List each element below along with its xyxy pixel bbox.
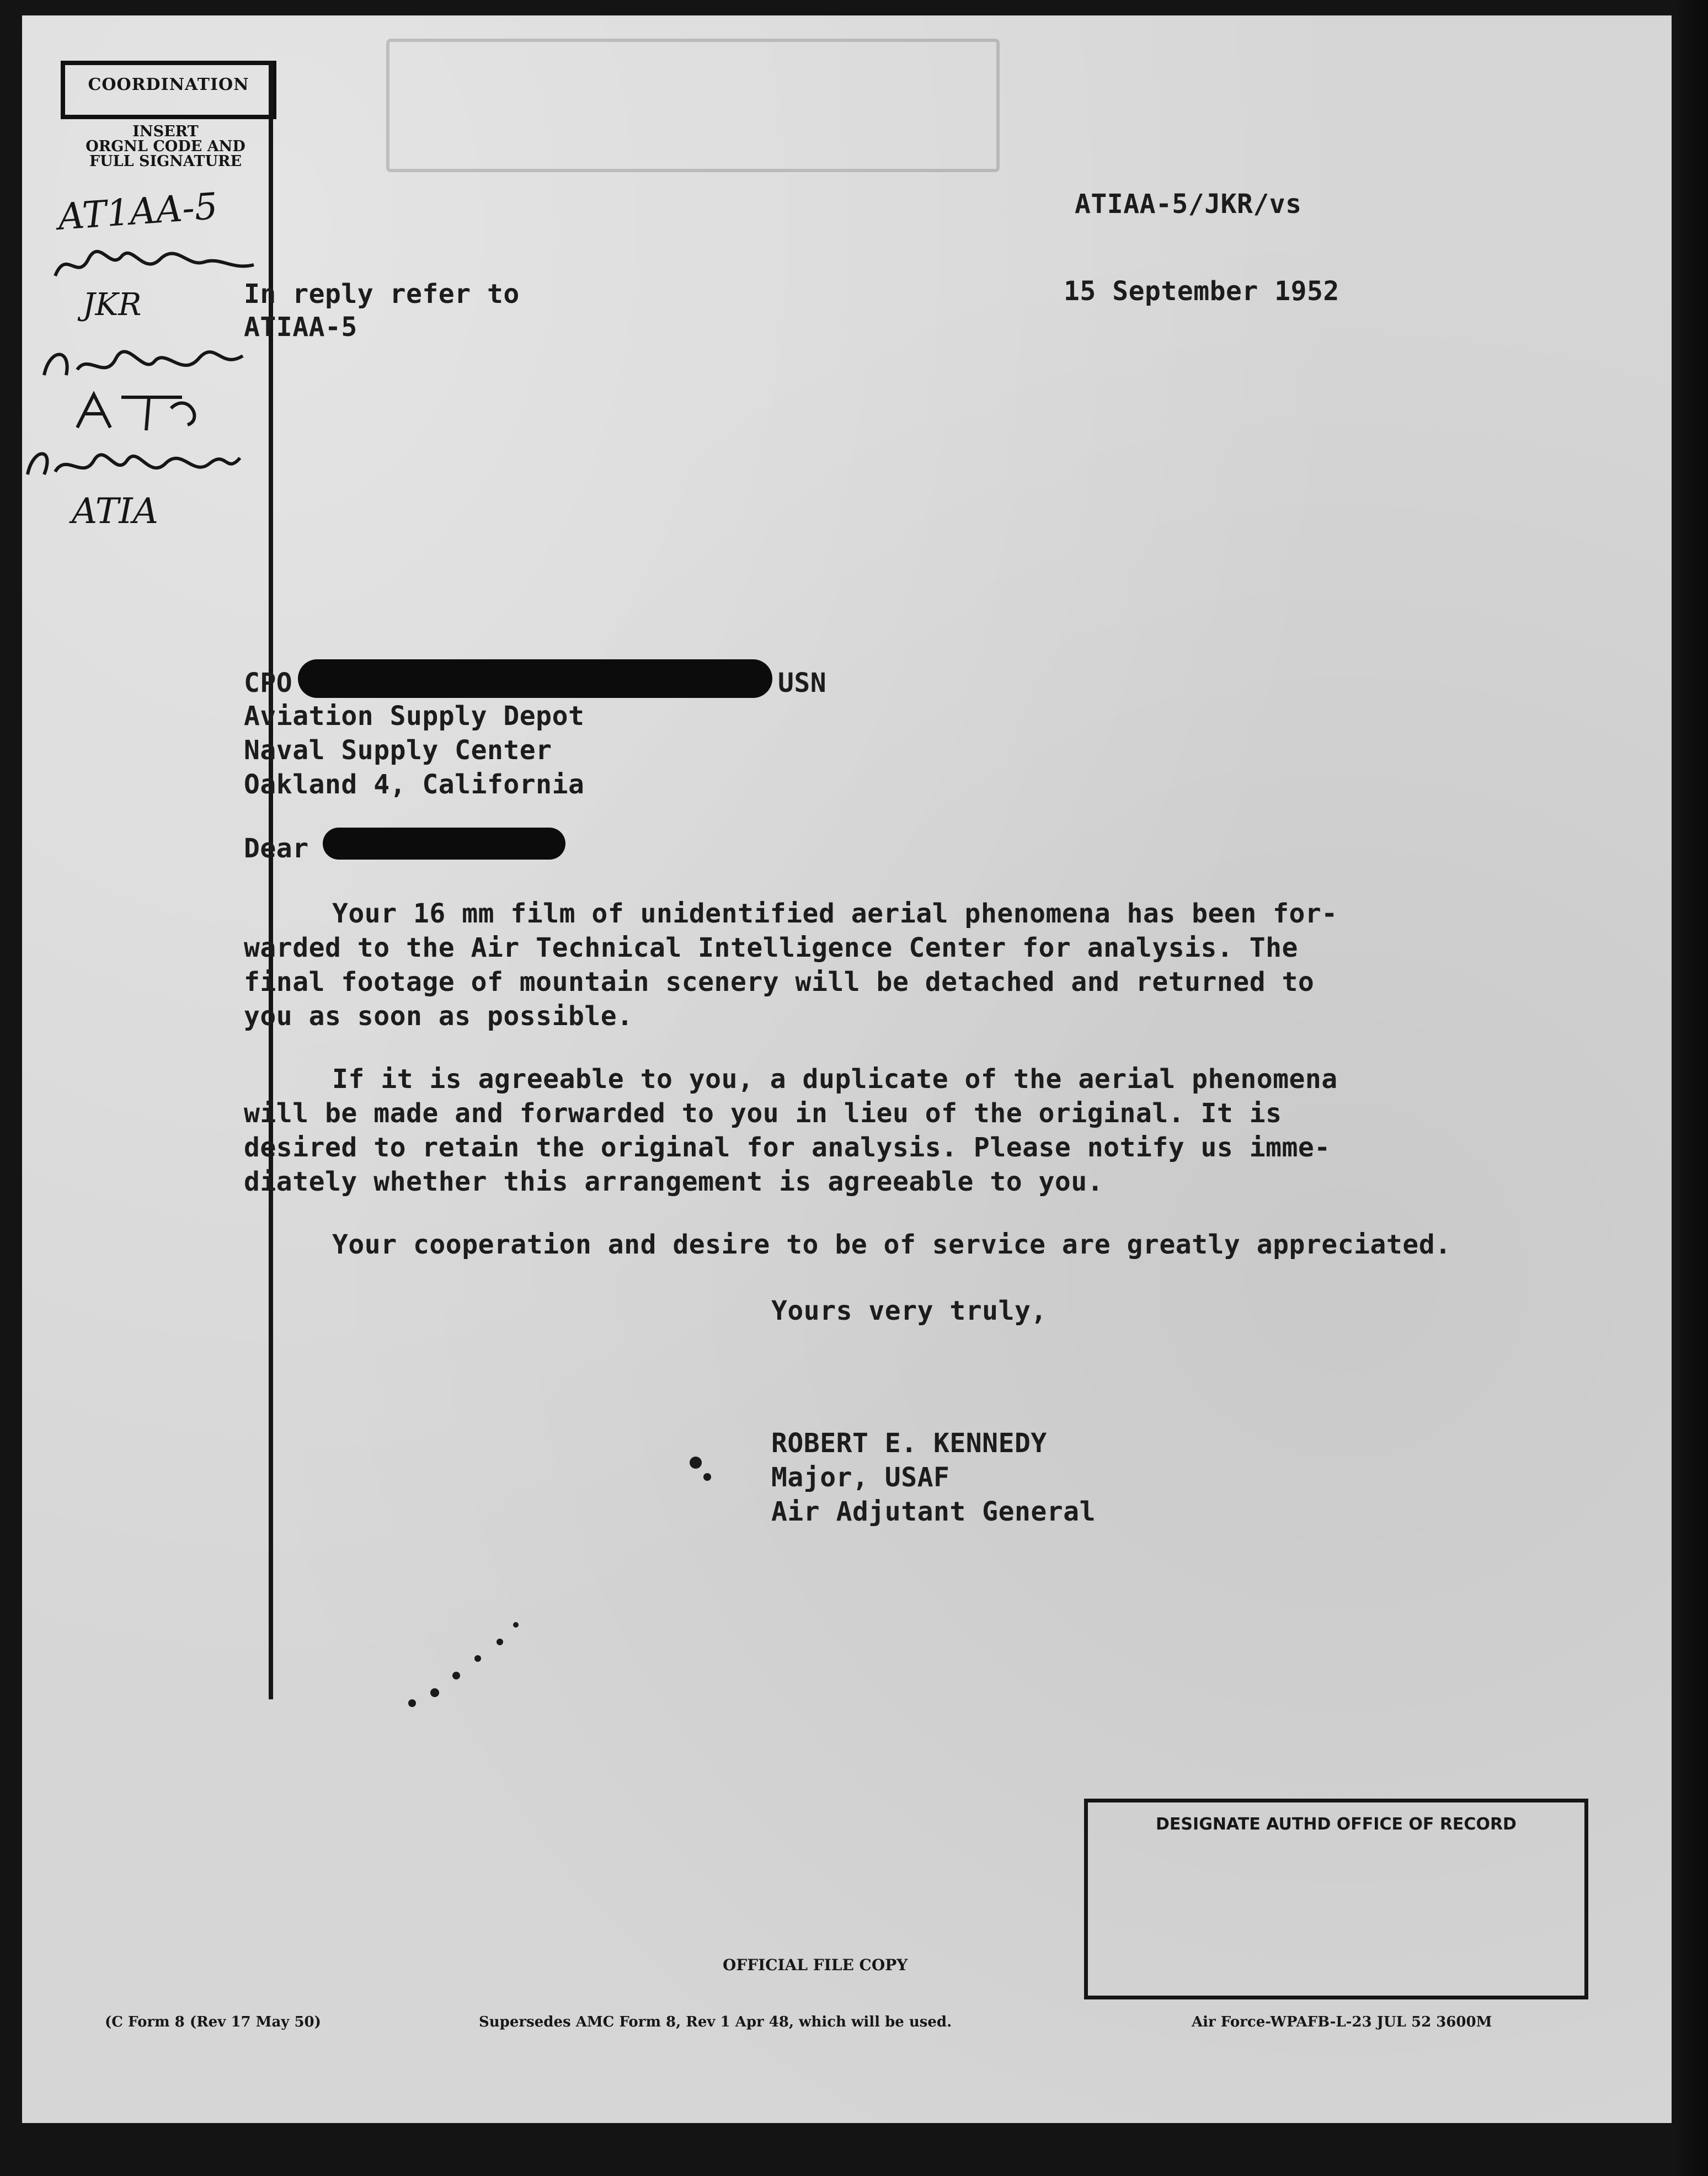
signer-name: ROBERT E. KENNEDY — [771, 1428, 1047, 1459]
handwritten-signature-2 — [39, 337, 248, 392]
coordination-instruction-line: ORGNL CODE AND — [86, 138, 245, 155]
ink-speck — [703, 1473, 711, 1481]
paragraph-2-line: diately whether this arrangement is agreeable to you. — [244, 1166, 1104, 1197]
paragraph-2-line: desired to retain the original for analysis. Please notify us imme- — [244, 1132, 1331, 1163]
coordination-box — [61, 61, 276, 119]
paragraph-3: Your cooperation and desire to be of service are greatly appreciated. — [332, 1229, 1451, 1260]
page-edge-shadow — [1675, 0, 1708, 2176]
handwritten-office-code: AT1AA-5 — [56, 184, 220, 239]
print-code: Air Force-WPAFB-L-23 JUL 52 3600M — [1192, 2014, 1492, 2030]
faded-stamp-area — [386, 39, 1000, 172]
paragraph-2-line: will be made and forwarded to you in lieu of the original. It is — [244, 1098, 1282, 1129]
ink-speck — [513, 1622, 519, 1628]
form-number: (C Form 8 (Rev 17 May 50) — [105, 2014, 321, 2030]
address-line-3: Naval Supply Center — [244, 735, 552, 766]
reply-reference-code: ATIAA-5 — [244, 312, 357, 343]
paragraph-2-line: If it is agreeable to you, a duplicate of the aerial phenomena — [332, 1064, 1338, 1095]
redaction-bar — [298, 659, 772, 698]
letter-date: 15 September 1952 — [1064, 276, 1339, 307]
handwritten-signature-1 — [50, 243, 259, 287]
coordination-title: COORDINATION — [88, 75, 249, 94]
ink-speck — [452, 1672, 460, 1679]
coordination-instruction-line: FULL SIGNATURE — [89, 153, 242, 170]
paragraph-1-line: final footage of mountain scenery will be detached and returned to — [244, 967, 1315, 998]
coordination-instruction-line: INSERT — [132, 123, 199, 140]
salutation: Dear — [244, 833, 309, 864]
office-code: ATIAA-5/JKR/vs — [1075, 189, 1302, 220]
ink-speck — [430, 1688, 439, 1697]
handwritten-signature-4 — [22, 441, 243, 491]
paragraph-1-line: warded to the Air Technical Intelligence Center for analysis. The — [244, 932, 1298, 963]
reply-reference-line: In reply refer to — [244, 279, 520, 310]
ink-speck — [474, 1655, 481, 1662]
ink-speck — [408, 1699, 416, 1707]
office-of-record-title: DESIGNATE AUTHD OFFICE OF RECORD — [1156, 1815, 1517, 1834]
paragraph-1-line: you as soon as possible. — [244, 1001, 633, 1032]
paragraph-1-line: Your 16 mm film of unidentified aerial phenomena has been for- — [332, 898, 1338, 929]
address-line-2: Aviation Supply Depot — [244, 701, 585, 732]
office-of-record-box — [1084, 1799, 1588, 1999]
handwritten-signature-3 — [72, 386, 215, 436]
redaction-bar — [323, 828, 565, 860]
supersedes-note: Supersedes AMC Form 8, Rev 1 Apr 48, which will be used. — [479, 2014, 952, 2030]
official-file-copy: OFFICIAL FILE COPY — [723, 1956, 908, 1974]
address-line-4: Oakland 4, California — [244, 769, 585, 800]
coordination-instructions — [61, 124, 270, 169]
ink-speck — [690, 1457, 702, 1469]
address-line-1-suffix: USN — [778, 668, 827, 698]
closing: Yours very truly, — [771, 1295, 1047, 1326]
handwritten-initials: JKR — [83, 287, 142, 323]
handwritten-office-atia: ATIA — [72, 491, 158, 532]
ink-speck — [497, 1639, 503, 1645]
signer-rank: Major, USAF — [771, 1462, 950, 1493]
signer-title: Air Adjutant General — [771, 1496, 1096, 1527]
address-line-1-prefix: CPO — [244, 668, 293, 698]
